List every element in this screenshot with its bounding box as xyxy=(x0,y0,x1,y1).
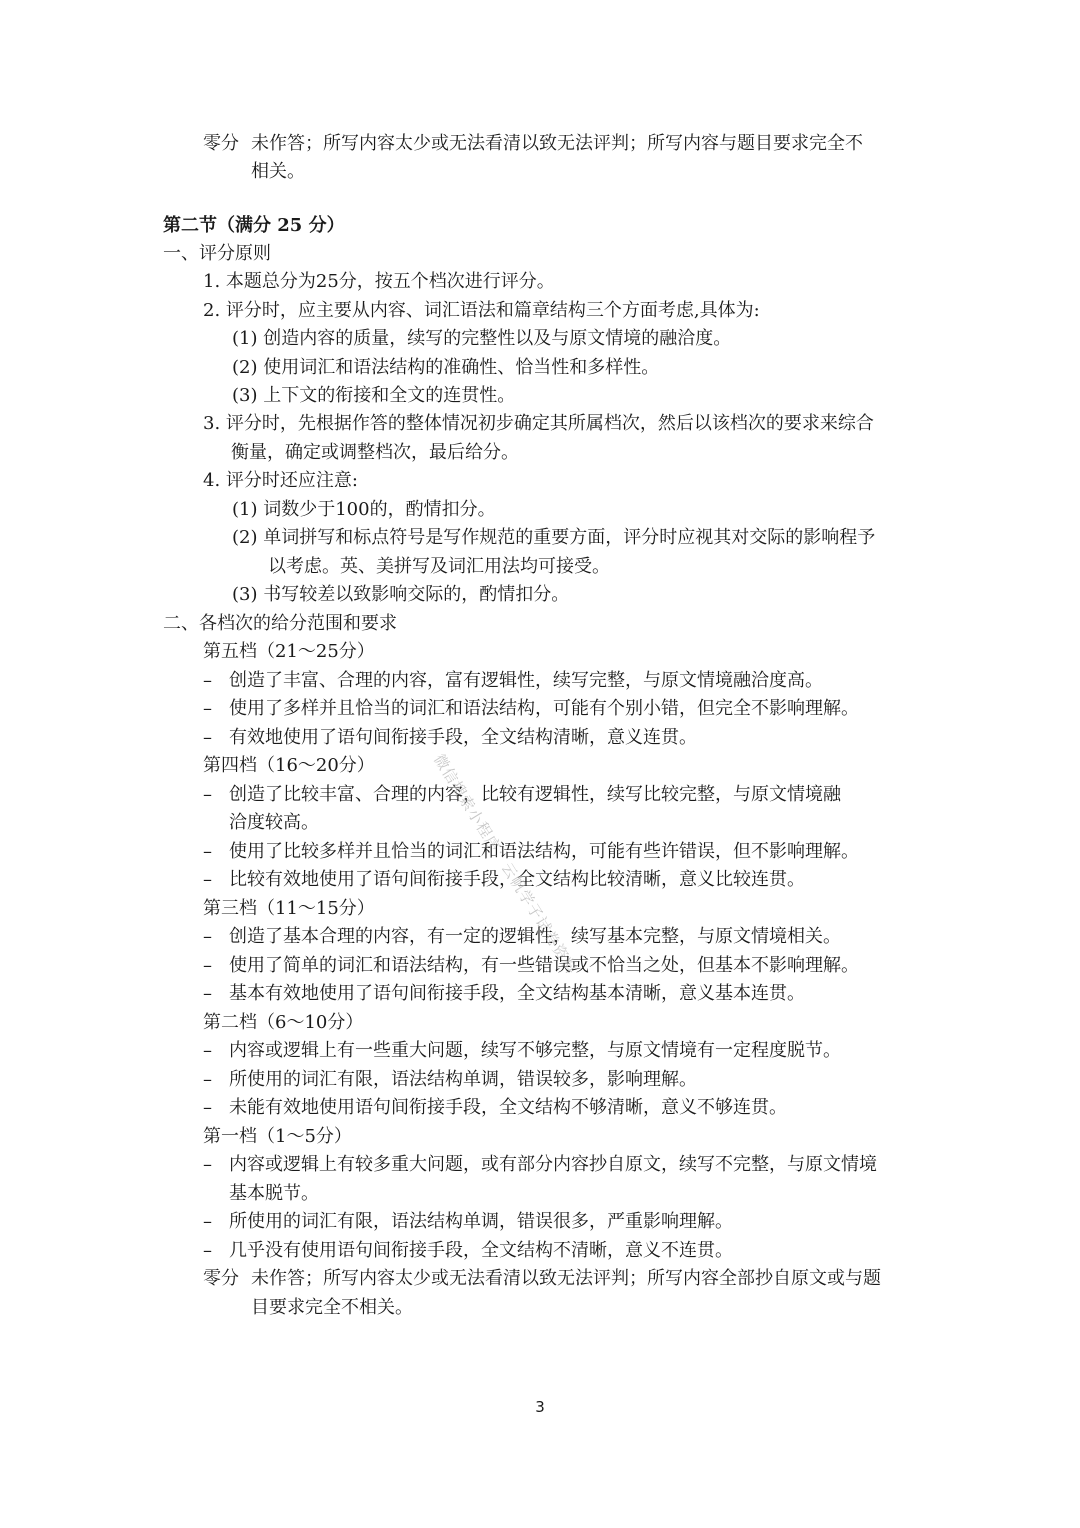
level1-item: – 几乎没有使用语句间衔接手段，全文结构不清晰，意义不连贯。 xyxy=(203,1240,733,1261)
principle-3: 3. 评分时，先根据作答的整体情况初步确定其所属档次，然后以该档次的要求来综合 xyxy=(203,413,874,434)
level1-title: 第一档（1～5分） xyxy=(203,1126,352,1147)
principle-4-sub-2-cont: 以考虑。英、美拼写及词汇用法均可接受。 xyxy=(268,556,610,577)
level1-item: – 内容或逻辑上有较多重大问题，或有部分内容抄自原文，续写不完整，与原文情境 xyxy=(203,1154,877,1175)
level1-item: – 所使用的词汇有限，语法结构单调，错误很多，严重影响理解。 xyxy=(203,1211,733,1232)
level3-item: – 基本有效地使用了语句间衔接手段，全文结构基本清晰，意义基本连贯。 xyxy=(203,983,805,1004)
section-title: 第二节（满分 25 分） xyxy=(163,215,345,236)
top-zero-label: 零分 xyxy=(203,133,239,154)
level5-title: 第五档（21～25分） xyxy=(203,641,375,662)
principle-3-cont: 衡量，确定或调整档次，最后给分。 xyxy=(231,442,519,463)
principle-1: 1. 本题总分为25分，按五个档次进行评分。 xyxy=(203,271,555,292)
level1-item-cont: 基本脱节。 xyxy=(229,1183,319,1204)
principle-4: 4. 评分时还应注意: xyxy=(203,470,358,491)
level4-item: – 比较有效地使用了语句间衔接手段，全文结构比较清晰，意义比较连贯。 xyxy=(203,869,805,890)
level4-item: – 创造了比较丰富、合理的内容，比较有逻辑性，续写比较完整，与原文情境融 xyxy=(203,784,841,805)
zero-text: 未作答；所写内容太少或无法看清以致无法评判；所写内容全部抄自原文或与题 xyxy=(251,1268,881,1289)
level5-item: – 创造了丰富、合理的内容，富有逻辑性，续写完整，与原文情境融洽度高。 xyxy=(203,670,823,691)
zero-text-cont: 目要求完全不相关。 xyxy=(251,1297,413,1318)
level2-item: – 内容或逻辑上有一些重大问题，续写不够完整，与原文情境有一定程度脱节。 xyxy=(203,1040,841,1061)
level2-item: – 未能有效地使用语句间衔接手段，全文结构不够清晰，意义不够连贯。 xyxy=(203,1097,787,1118)
principle-4-sub-2: (2) 单词拼写和标点符号是写作规范的重要方面，评分时应视其对交际的影响程予 xyxy=(232,527,876,548)
principle-4-sub-1: (1) 词数少于100的，酌情扣分。 xyxy=(232,499,496,520)
level2-title: 第二档（6～10分） xyxy=(203,1012,364,1033)
principle-2: 2. 评分时，应主要从内容、词汇语法和篇章结构三个方面考虑,具体为: xyxy=(203,300,760,321)
level3-item: – 使用了简单的词汇和语法结构，有一些错误或不恰当之处，但基本不影响理解。 xyxy=(203,955,859,976)
principle-2-sub-1: (1) 创造内容的质量，续写的完整性以及与原文情境的融洽度。 xyxy=(232,328,732,349)
principle-2-sub-3: (3) 上下文的衔接和全文的连贯性。 xyxy=(232,385,516,406)
zero-label: 零分 xyxy=(203,1268,239,1289)
principles-heading: 一、评分原则 xyxy=(163,243,271,264)
level3-item: – 创造了基本合理的内容，有一定的逻辑性，续写基本完整，与原文情境相关。 xyxy=(203,926,841,947)
zero-row xyxy=(203,1265,881,1293)
level4-item: – 使用了比较多样并且恰当的词汇和语法结构，可能有些许错误，但不影响理解。 xyxy=(203,841,859,862)
page-number: 3 xyxy=(535,1398,545,1416)
level4-item-cont: 洽度较高。 xyxy=(229,812,319,833)
level5-item: – 使用了多样并且恰当的词汇和语法结构，可能有个别小错，但完全不影响理解。 xyxy=(203,698,859,719)
levels-heading: 二、各档次的给分范围和要求 xyxy=(163,613,397,634)
level5-item: – 有效地使用了语句间衔接手段，全文结构清晰，意义连贯。 xyxy=(203,727,697,748)
top-zero-text: 未作答；所写内容太少或无法看清以致无法评判；所写内容与题目要求完全不 xyxy=(251,133,863,154)
principle-4-sub-3: (3) 书写较差以致影响交际的，酌情扣分。 xyxy=(232,584,570,605)
principle-2-sub-2: (2) 使用词汇和语法结构的准确性、恰当性和多样性。 xyxy=(232,357,660,378)
level2-item: – 所使用的词汇有限，语法结构单调，错误较多，影响理解。 xyxy=(203,1069,697,1090)
watermark: 微信搜索小程序：云帆学子试卷资料 xyxy=(429,750,581,978)
level3-title: 第三档（11～15分） xyxy=(203,898,375,919)
level4-title: 第四档（16～20分） xyxy=(203,755,375,776)
top-zero-row xyxy=(203,130,863,158)
top-zero-text-cont: 相关。 xyxy=(251,161,305,182)
